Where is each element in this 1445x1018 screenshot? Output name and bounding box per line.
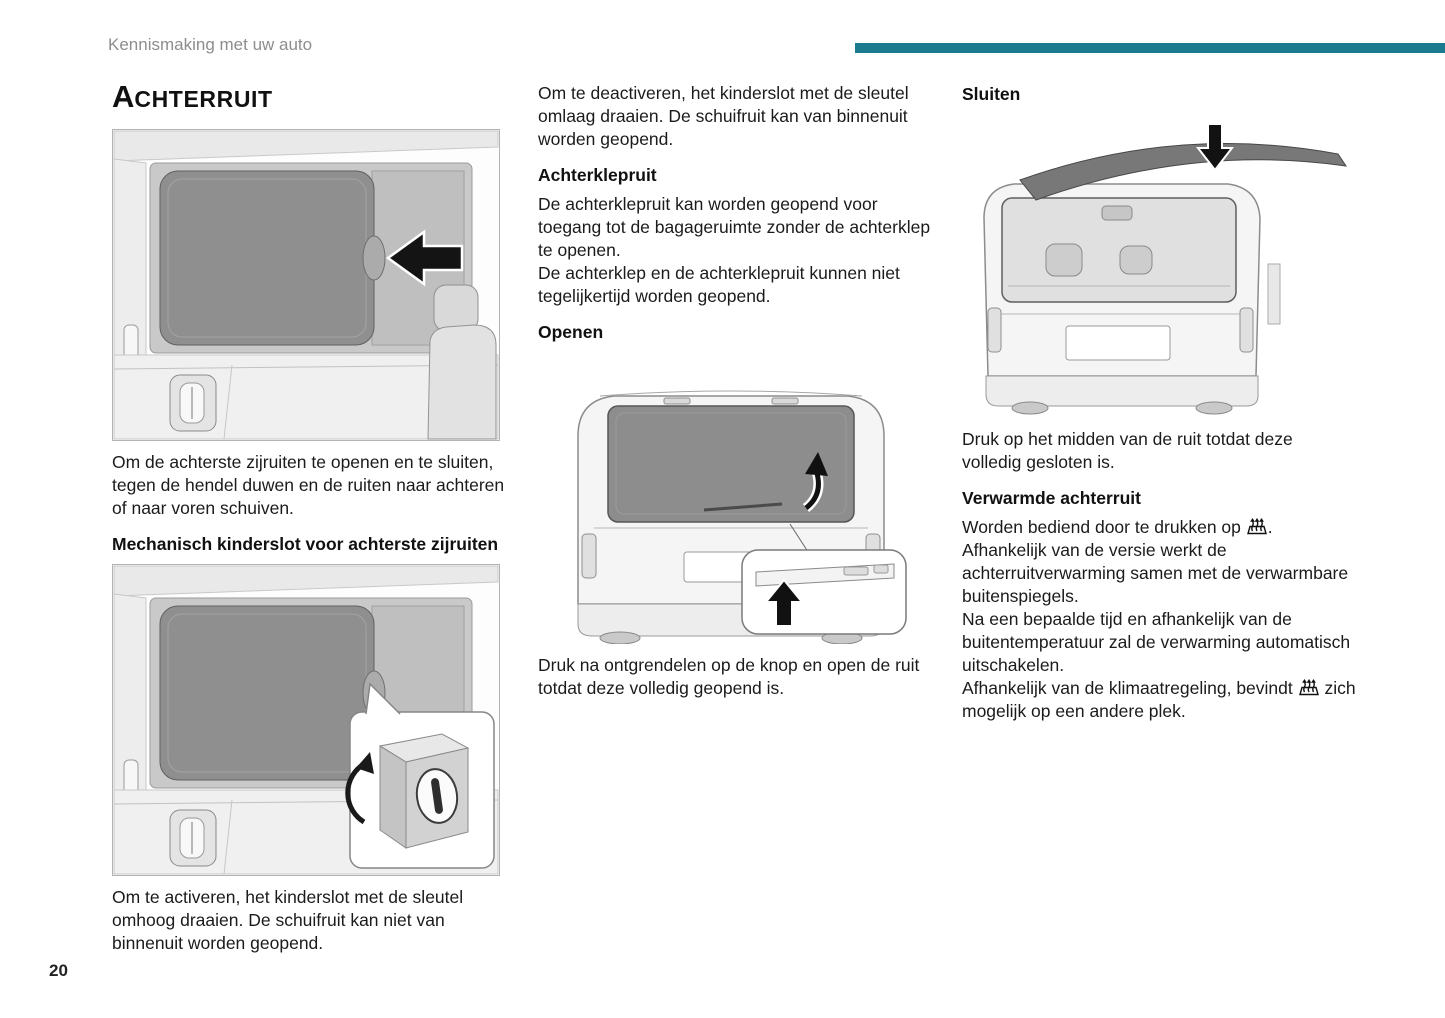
heading-heated-window: Verwarmde achterruit [962, 488, 1141, 508]
para-tailgate-window-1: De achterklepruit kan worden geopend voor toegang tot de bagageruimte zonder de achterklep te openen. [538, 194, 931, 260]
column-1 [112, 80, 506, 955]
para-close-instruction: Druk op het midden van de ruit totdat deze volledig gesloten is. [962, 429, 1293, 472]
chapter-header: Kennismaking met uw auto [108, 35, 313, 54]
para-climate-location [962, 677, 1356, 723]
heading-open: Openen [538, 322, 604, 342]
column-2 [538, 80, 932, 700]
child-lock-illustration [112, 564, 500, 876]
para-heated-timeout: Na een bepaalde tijd en afhankelijk van de buitentemperatuur zal de verwarming automatisch uitschakelen. [962, 609, 1351, 675]
rear-window-defrost-icon [1298, 678, 1320, 696]
para-activate-child-lock: Om te activeren, het kinderslot met de sleutel omhoog draaien. De schuifruit kan niet van binnenuit worden geopend. [112, 887, 464, 953]
para-open-instruction: Druk na ontgrendelen op de knop en open de ruit totdat deze volledig geopend is. [538, 655, 920, 698]
para-deactivate-child-lock: Om te deactiveren, het kinderslot met de sleutel omlaag draaien. De schuifruit kan van binnenuit worden geopend. [538, 83, 909, 149]
tailgate-window-open-illustration [544, 352, 918, 644]
page-title-rest: CHTERRUIT [134, 86, 273, 112]
page-number: 20 [49, 961, 68, 980]
header-accent-bar [855, 43, 1445, 53]
close-direction-arrow-icon [1198, 124, 1232, 170]
para-open-close-side-windows: Om de achterste zijruiten te openen en te sluiten, tegen de hendel duwen en de ruiten naar achteren of naar voren schuiven. [112, 452, 505, 518]
para-climate-before: Afhankelijk van de klimaatregeling, bevindt [962, 678, 1293, 698]
heading-close: Sluiten [962, 84, 1021, 104]
column-3 [962, 80, 1356, 723]
page-title [112, 81, 506, 117]
side-window-slide-illustration [112, 129, 500, 441]
page-title-lead: A [112, 79, 135, 114]
heading-tailgate-window: Achterklepruit [538, 165, 657, 185]
tailgate-window-close-illustration [962, 114, 1354, 418]
rear-window-defrost-icon [1246, 517, 1268, 535]
para-heated-window [962, 516, 1356, 608]
para-climate-after: zich mogelijk op een andere plek. [962, 678, 1356, 721]
para-heated-before: Worden bediend door te drukken op [962, 517, 1241, 537]
para-heated-after: . Afhankelijk van de versie werkt de achterruitverwarming samen met de verwarmbare buitenspiegels. [962, 517, 1349, 606]
heading-child-lock: Mechanisch kinderslot voor achterste zijruiten [112, 534, 499, 554]
para-tailgate-window-2: De achterklep en de achterklepruit kunnen niet tegelijkertijd worden geopend. [538, 263, 900, 306]
